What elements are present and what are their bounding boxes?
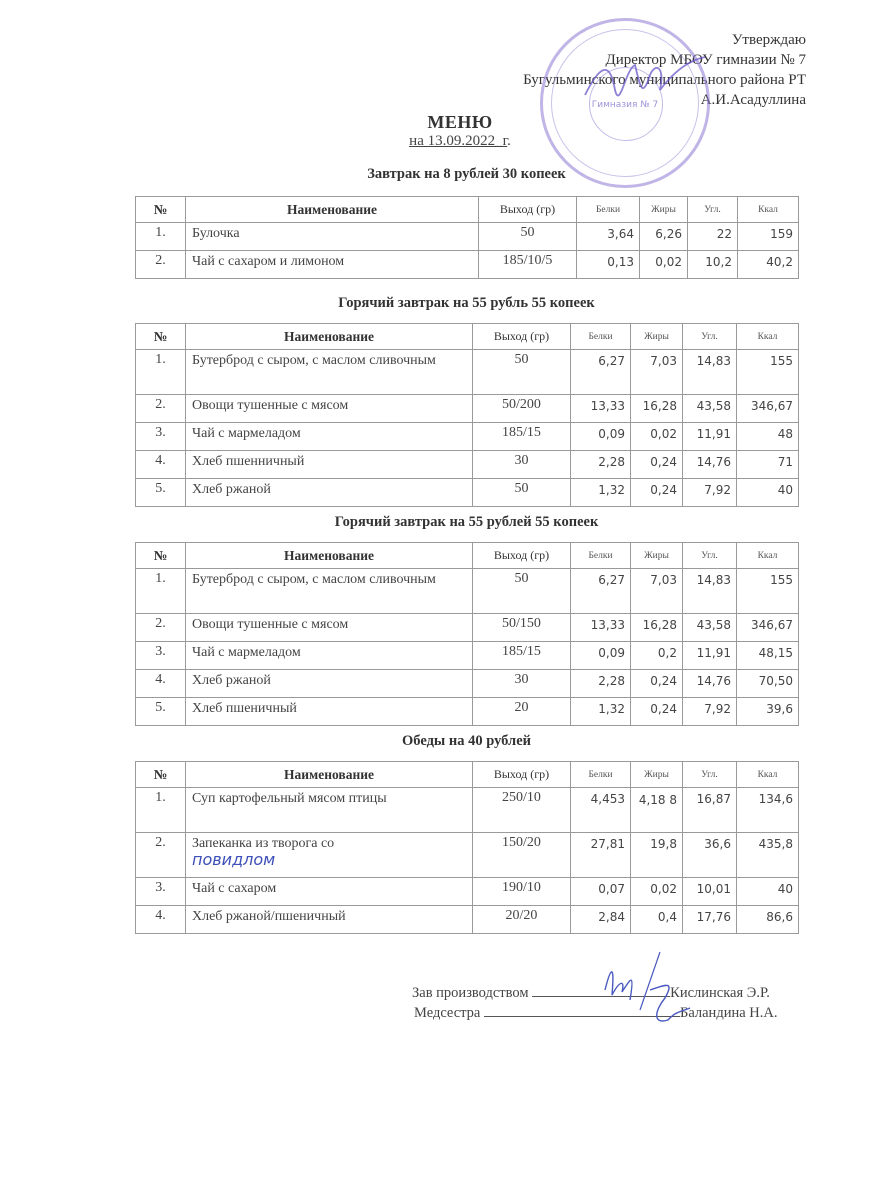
cell-carb: 10,2: [688, 251, 738, 279]
cell-protein: 27,81: [571, 833, 631, 878]
cell-output: 150/20: [473, 833, 571, 878]
col-fat: Жиры: [640, 197, 688, 223]
handwritten-note: повидлом: [192, 850, 276, 869]
cell-name: Булочка: [186, 223, 479, 251]
col-fat: Жиры: [631, 324, 683, 350]
cell-carb: 11,91: [683, 423, 737, 451]
col-output: Выход (гр): [479, 197, 577, 223]
cell-fat: 0,24: [631, 698, 683, 726]
table-row: [136, 451, 799, 479]
cell-no: 2.: [136, 251, 186, 279]
cell-output: 50/150: [473, 614, 571, 642]
cell-name: Овощи тушенные с мясом: [186, 614, 473, 642]
page-title: МЕНЮ: [427, 112, 493, 132]
cell-fat: 0,02: [631, 878, 683, 906]
table-row: [136, 395, 799, 423]
col-carb: Угл.: [683, 543, 737, 569]
cell-protein: 13,33: [571, 395, 631, 423]
cell-name: Чай с мармеладом: [186, 423, 473, 451]
cell-fat: 0,02: [631, 423, 683, 451]
table-header-row: [136, 324, 799, 350]
cell-output: 20: [473, 698, 571, 726]
col-kcal: Ккал: [737, 324, 799, 350]
cell-carb: 16,87: [683, 788, 737, 833]
table-row: [136, 698, 799, 726]
cell-name: Хлеб ржаной/пшеничный: [186, 906, 473, 934]
cell-carb: 14,76: [683, 670, 737, 698]
table-row: [136, 479, 799, 507]
table-header-row: [136, 197, 799, 223]
cell-kcal: 134,6: [737, 788, 799, 833]
cell-carb: 7,92: [683, 479, 737, 507]
table-row: [136, 833, 799, 878]
cell-protein: 3,64: [577, 223, 640, 251]
cell-name: Овощи тушенные с мясом: [186, 395, 473, 423]
cell-protein: 13,33: [571, 614, 631, 642]
cell-name: Чай с сахаром и лимоном: [186, 251, 479, 279]
cell-kcal: 70,50: [737, 670, 799, 698]
col-kcal: Ккал: [737, 543, 799, 569]
cell-output: 190/10: [473, 878, 571, 906]
date-text: на 13.09.2022_г: [409, 133, 508, 149]
stamp-center-text: Гимназия № 7: [591, 100, 659, 110]
signature-production: [412, 982, 770, 1004]
cell-no: 1.: [136, 788, 186, 833]
cell-output: 30: [473, 451, 571, 479]
section-title-hot-breakfast-1: Горячий завтрак на 55 рубль 55 копеек: [338, 295, 595, 311]
table-row: [136, 423, 799, 451]
cell-name: Хлеб пшенничный: [186, 451, 473, 479]
cell-no: 1.: [136, 223, 186, 251]
col-name: Наименование: [186, 543, 473, 569]
col-no: №: [136, 324, 186, 350]
cell-no: 2.: [136, 833, 186, 878]
col-name: Наименование: [186, 762, 473, 788]
approval-line-name: А.И.Асадуллина: [700, 92, 806, 108]
cell-kcal: 159: [738, 223, 799, 251]
cell-kcal: 346,67: [737, 395, 799, 423]
cell-carb: 7,92: [683, 698, 737, 726]
table-header-row: [136, 543, 799, 569]
cell-name: Чай с сахаром: [186, 878, 473, 906]
cell-carb: 17,76: [683, 906, 737, 934]
col-kcal: Ккал: [738, 197, 799, 223]
cell-protein: 0,07: [571, 878, 631, 906]
col-protein: Белки: [577, 197, 640, 223]
cell-kcal: 155: [737, 350, 799, 395]
table-row: [136, 906, 799, 934]
table-row: [136, 223, 799, 251]
menu-table-lunch: [135, 761, 799, 934]
cell-name: Хлеб ржаной: [186, 670, 473, 698]
cell-name: [186, 833, 473, 878]
table-row: [136, 788, 799, 833]
col-fat: Жиры: [631, 543, 683, 569]
col-carb: Угл.: [688, 197, 738, 223]
cell-fat: 7,03: [631, 350, 683, 395]
cell-kcal: 71: [737, 451, 799, 479]
cell-carb: 43,58: [683, 395, 737, 423]
cell-fat: 0,02: [640, 251, 688, 279]
cell-kcal: 48,15: [737, 642, 799, 670]
col-output: Выход (гр): [473, 762, 571, 788]
col-name: Наименование: [186, 197, 479, 223]
cell-no: 2.: [136, 395, 186, 423]
col-no: №: [136, 197, 186, 223]
cell-output: 185/15: [473, 423, 571, 451]
cell-kcal: 435,8: [737, 833, 799, 878]
cell-no: 4.: [136, 906, 186, 934]
cell-no: 3.: [136, 878, 186, 906]
cell-carb: 22: [688, 223, 738, 251]
table-header-row: [136, 762, 799, 788]
cell-carb: 36,6: [683, 833, 737, 878]
col-name: Наименование: [186, 324, 473, 350]
cell-carb: 43,58: [683, 614, 737, 642]
table-row: [136, 670, 799, 698]
col-protein: Белки: [571, 762, 631, 788]
cell-fat: 19,8: [631, 833, 683, 878]
col-output: Выход (гр): [473, 543, 571, 569]
cell-no: 5.: [136, 698, 186, 726]
cell-name: Бутерброд с сыром, с маслом сливочным: [186, 350, 473, 395]
cell-output: 30: [473, 670, 571, 698]
cell-kcal: 346,67: [737, 614, 799, 642]
cell-fat: 16,28: [631, 614, 683, 642]
col-no: №: [136, 762, 186, 788]
approval-line-approve: Утверждаю: [731, 32, 806, 48]
approval-block: [523, 30, 806, 110]
cell-output: 50: [479, 223, 577, 251]
cell-protein: 2,28: [571, 670, 631, 698]
col-carb: Угл.: [683, 324, 737, 350]
production-label: Зав производством: [412, 985, 529, 1001]
cell-carb: 14,83: [683, 350, 737, 395]
cell-no: 1.: [136, 569, 186, 614]
cell-no: 1.: [136, 350, 186, 395]
approval-line-district: Бугульминского муниципального района РТ: [523, 72, 806, 88]
cell-protein: 0,13: [577, 251, 640, 279]
cell-output: 50: [473, 569, 571, 614]
cell-output: 50: [473, 479, 571, 507]
cell-protein: 4,453: [571, 788, 631, 833]
cell-name: Хлеб пшеничный: [186, 698, 473, 726]
cell-carb: 11,91: [683, 642, 737, 670]
cell-protein: 6,27: [571, 569, 631, 614]
cell-output: 250/10: [473, 788, 571, 833]
cell-kcal: 40,2: [738, 251, 799, 279]
cell-output: 185/15: [473, 642, 571, 670]
cell-output: 50: [473, 350, 571, 395]
table-row: [136, 569, 799, 614]
table-row: [136, 614, 799, 642]
cell-protein: 0,09: [571, 642, 631, 670]
cell-kcal: 40: [737, 878, 799, 906]
signature-line: [532, 982, 670, 997]
table-row: [136, 350, 799, 395]
cell-fat: 0,24: [631, 451, 683, 479]
dish-name: Запеканка из творога со: [192, 836, 335, 851]
col-protein: Белки: [571, 324, 631, 350]
cell-fat: 0,24: [631, 479, 683, 507]
cell-output: 20/20: [473, 906, 571, 934]
col-carb: Угл.: [683, 762, 737, 788]
cell-output: 50/200: [473, 395, 571, 423]
cell-fat: 6,26: [640, 223, 688, 251]
col-fat: Жиры: [631, 762, 683, 788]
cell-fat: 7,03: [631, 569, 683, 614]
cell-protein: 6,27: [571, 350, 631, 395]
cell-protein: 1,32: [571, 479, 631, 507]
nurse-name: Баландина Н.А.: [680, 1005, 778, 1021]
cell-fat: 4,18 8: [631, 788, 683, 833]
cell-no: 4.: [136, 670, 186, 698]
cell-no: 2.: [136, 614, 186, 642]
section-title-breakfast: Завтрак на 8 рублей 30 копеек: [367, 166, 566, 182]
cell-protein: 2,84: [571, 906, 631, 934]
section-title-lunch: Обеды на 40 рублей: [402, 733, 531, 749]
cell-protein: 2,28: [571, 451, 631, 479]
cell-fat: 16,28: [631, 395, 683, 423]
cell-no: 3.: [136, 423, 186, 451]
menu-date: на 13.09.2022_г.: [409, 133, 511, 149]
col-kcal: Ккал: [737, 762, 799, 788]
cell-kcal: 86,6: [737, 906, 799, 934]
col-no: №: [136, 543, 186, 569]
cell-carb: 10,01: [683, 878, 737, 906]
menu-table-hot-breakfast-2: [135, 542, 799, 726]
cell-name: Чай с мармеладом: [186, 642, 473, 670]
cell-kcal: 39,6: [737, 698, 799, 726]
table-row: [136, 642, 799, 670]
cell-kcal: 155: [737, 569, 799, 614]
nurse-label: Медсестра: [414, 1005, 481, 1021]
cell-name: Суп картофельный мясом птицы: [186, 788, 473, 833]
signature-nurse: [414, 1002, 777, 1024]
menu-table-breakfast: [135, 196, 799, 279]
cell-protein: 1,32: [571, 698, 631, 726]
cell-fat: 0,2: [631, 642, 683, 670]
col-protein: Белки: [571, 543, 631, 569]
cell-no: 4.: [136, 451, 186, 479]
cell-carb: 14,76: [683, 451, 737, 479]
approval-line-position: Директор МБОУ гимназии № 7: [605, 52, 806, 68]
production-name: Кислинская Э.Р.: [670, 985, 770, 1001]
cell-output: 185/10/5: [479, 251, 577, 279]
cell-kcal: 40: [737, 479, 799, 507]
cell-name: Хлеб ржаной: [186, 479, 473, 507]
cell-fat: 0,24: [631, 670, 683, 698]
menu-table-hot-breakfast-1: [135, 323, 799, 507]
cell-name: Бутерброд с сыром, с маслом сливочным: [186, 569, 473, 614]
cell-no: 3.: [136, 642, 186, 670]
cell-kcal: 48: [737, 423, 799, 451]
signature-line: [484, 1002, 680, 1017]
col-output: Выход (гр): [473, 324, 571, 350]
table-row: [136, 251, 799, 279]
cell-carb: 14,83: [683, 569, 737, 614]
section-title-hot-breakfast-2: Горячий завтрак на 55 рублей 55 копеек: [334, 514, 599, 530]
cell-protein: 0,09: [571, 423, 631, 451]
cell-fat: 0,4: [631, 906, 683, 934]
table-row: [136, 878, 799, 906]
cell-no: 5.: [136, 479, 186, 507]
